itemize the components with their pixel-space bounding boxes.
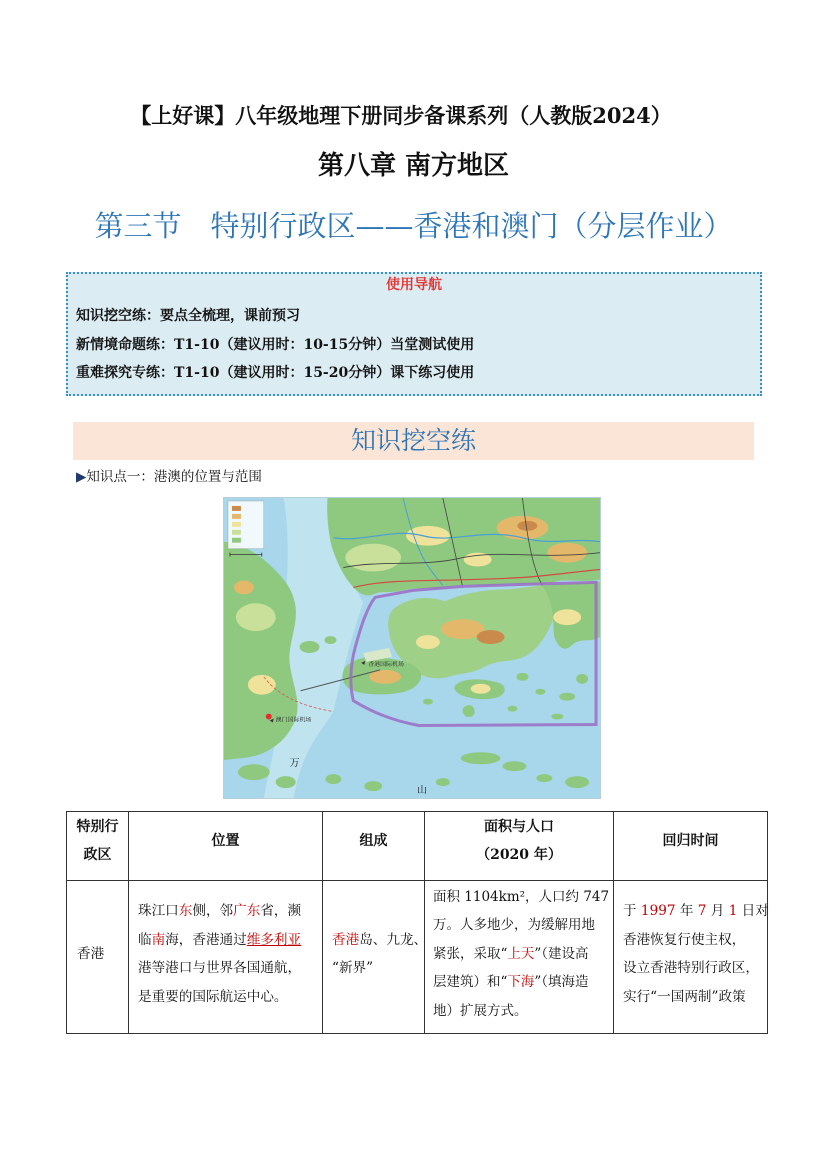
cell-line <box>332 926 428 955</box>
table-row <box>67 881 768 1034</box>
text-segment: 珠江口 <box>138 903 179 919</box>
text-segment: 设立香港特别行政区， <box>623 960 759 976</box>
header-area-line: 面积与人口 <box>484 819 554 835</box>
text-segment: ”（填海造 <box>534 974 589 991</box>
cell-line <box>138 983 322 1012</box>
hk-macau-map <box>223 497 601 799</box>
map-mountain-patch <box>477 630 505 644</box>
map-hill-patch <box>553 609 581 625</box>
header-region-line: 特别行 <box>76 819 119 835</box>
usage-guide-box <box>66 272 762 396</box>
answer-segment: 上天 <box>507 945 535 962</box>
map-label-wan: 万 <box>289 758 300 770</box>
answer-segment: 1997 <box>640 903 676 919</box>
text-segment: 临 <box>138 931 152 948</box>
cell-line <box>138 897 322 926</box>
table-body <box>67 812 768 1034</box>
guide-item-new-scenario: 新情境命题练：T1-10（建议用时：10-15分钟）当堂测试使用 <box>76 337 475 353</box>
map-graphic <box>224 498 600 798</box>
map-island <box>565 776 589 788</box>
map-island <box>423 699 433 705</box>
cell-line <box>138 926 322 955</box>
map-island <box>436 778 450 786</box>
text-segment: 日对 <box>737 903 769 919</box>
map-island <box>507 706 517 712</box>
answer-segment: 南 <box>151 931 166 948</box>
map-island <box>325 774 341 784</box>
cell-location <box>129 881 323 1034</box>
map-mountain-patch <box>517 521 537 531</box>
answer-segment: 东 <box>178 903 193 919</box>
map-island <box>536 774 552 782</box>
guide-item-knowledge-fill: 知识挖空练：要点全梳理，课前预习 <box>76 308 300 324</box>
map-island <box>551 714 563 720</box>
cell-line <box>433 911 613 940</box>
text-segment: 港等港口与世界各国通航， <box>138 960 302 976</box>
text-segment: 实行“一国两制”政策 <box>623 988 746 1005</box>
text-segment: 香港恢复行使主权， <box>623 931 746 948</box>
cell-line <box>623 897 767 926</box>
legend-swatch <box>232 538 241 543</box>
cell-line <box>433 940 613 969</box>
cell-line <box>433 968 613 997</box>
header-return-time: 回归时间 <box>614 812 768 881</box>
answer-segment: 下海 <box>507 974 535 991</box>
map-label-macau-airport: 澳门国际机场 <box>275 716 312 724</box>
map-island <box>516 673 528 681</box>
cell-line <box>623 983 767 1012</box>
map-island <box>535 689 545 695</box>
header-area-population <box>425 812 614 881</box>
header-composition: 组成 <box>323 812 425 881</box>
usage-guide-title: 使用导航 <box>386 277 442 293</box>
map-island <box>300 641 320 653</box>
text-segment: “新界” <box>332 960 374 976</box>
legend-swatch <box>232 514 241 519</box>
cell-line <box>623 926 767 955</box>
cell-line <box>433 997 613 1026</box>
cell-area-population <box>425 881 614 1034</box>
text-segment: 侧，邻 <box>192 903 234 919</box>
header-location: 位置 <box>129 812 323 881</box>
answer-segment: 香港 <box>332 931 360 948</box>
knowledge-point-label: 知识点一：港澳的位置与范围 <box>86 469 262 485</box>
chapter-title: 第八章 南方地区 <box>317 151 510 181</box>
text-segment: ”（建设高 <box>534 945 589 962</box>
guide-item-difficult-inquiry: 重难探究专练：T1-10（建议用时：15-20分钟）课下练习使用 <box>76 365 475 381</box>
header-region-line: 政区 <box>83 847 112 863</box>
map-island <box>276 776 296 788</box>
text-segment: 紧张，采取“ <box>433 945 508 962</box>
legend-swatch <box>232 530 241 535</box>
map-label-shan: 山 <box>416 785 427 797</box>
map-island <box>238 764 270 780</box>
map-hill-patch <box>234 580 254 594</box>
cell-line <box>138 954 322 983</box>
section-band-heading: 知识挖空练 <box>73 422 754 460</box>
text-segment: 面积 1104km²，人口约 747 <box>433 888 610 905</box>
knowledge-point-heading <box>76 468 262 486</box>
cell-line <box>433 883 613 912</box>
map-hill-patch <box>547 543 587 563</box>
text-segment: 月 <box>706 903 729 919</box>
cell-line <box>623 954 767 983</box>
map-island <box>559 693 575 701</box>
map-label-hk-airport: 香港国际机场 <box>368 660 404 668</box>
table-header-row <box>67 812 768 881</box>
map-hill-patch <box>248 675 276 695</box>
cell-region: 香港 <box>67 881 129 1034</box>
header-region <box>67 812 129 881</box>
text-segment: 层建筑）和“ <box>433 974 508 991</box>
map-island <box>503 761 527 771</box>
header-area-year: （2020 年） <box>476 847 562 863</box>
series-title: 【上好课】八年级地理下册同步备课系列（人教版2024） <box>130 103 672 128</box>
cell-composition <box>323 881 428 1034</box>
map-island <box>364 781 382 791</box>
cell-line <box>332 954 424 983</box>
answer-segment: 广东 <box>233 903 261 919</box>
text-segment: 地）扩展方式。 <box>433 1002 528 1019</box>
text-segment: 万。人多地少，为缓解用地 <box>433 917 595 934</box>
text-segment: 于 <box>623 903 641 919</box>
answer-segment: 维多利亚 <box>246 931 302 948</box>
cell-return-time <box>614 881 768 1034</box>
answer-segment: 1 <box>728 903 738 919</box>
map-lowland-patch <box>345 544 401 572</box>
map-hill-patch <box>406 526 450 546</box>
answer-segment: 7 <box>697 903 707 919</box>
map-island <box>576 674 588 684</box>
map-hill-patch <box>471 684 491 694</box>
text-segment: 海，香港通过 <box>165 931 247 948</box>
legend-swatch <box>232 522 241 527</box>
hk-macau-summary-table <box>66 811 768 1034</box>
map-island <box>324 636 336 644</box>
text-segment: 是重要的国际航运中心。 <box>138 988 288 1005</box>
map-hill-patch <box>416 635 440 649</box>
section-title: 第三节 特别行政区——香港和澳门（分层作业） <box>94 209 733 243</box>
map-lowland-patch <box>236 603 276 631</box>
text-segment: 年 <box>675 903 698 919</box>
macau-location-dot <box>266 714 272 720</box>
text-segment: 岛、九龙、 <box>359 931 428 948</box>
text-segment: 省，濒 <box>260 903 302 919</box>
triangle-bullet-icon: ▶ <box>76 469 87 485</box>
legend-swatch <box>232 506 241 511</box>
map-island <box>461 752 501 764</box>
